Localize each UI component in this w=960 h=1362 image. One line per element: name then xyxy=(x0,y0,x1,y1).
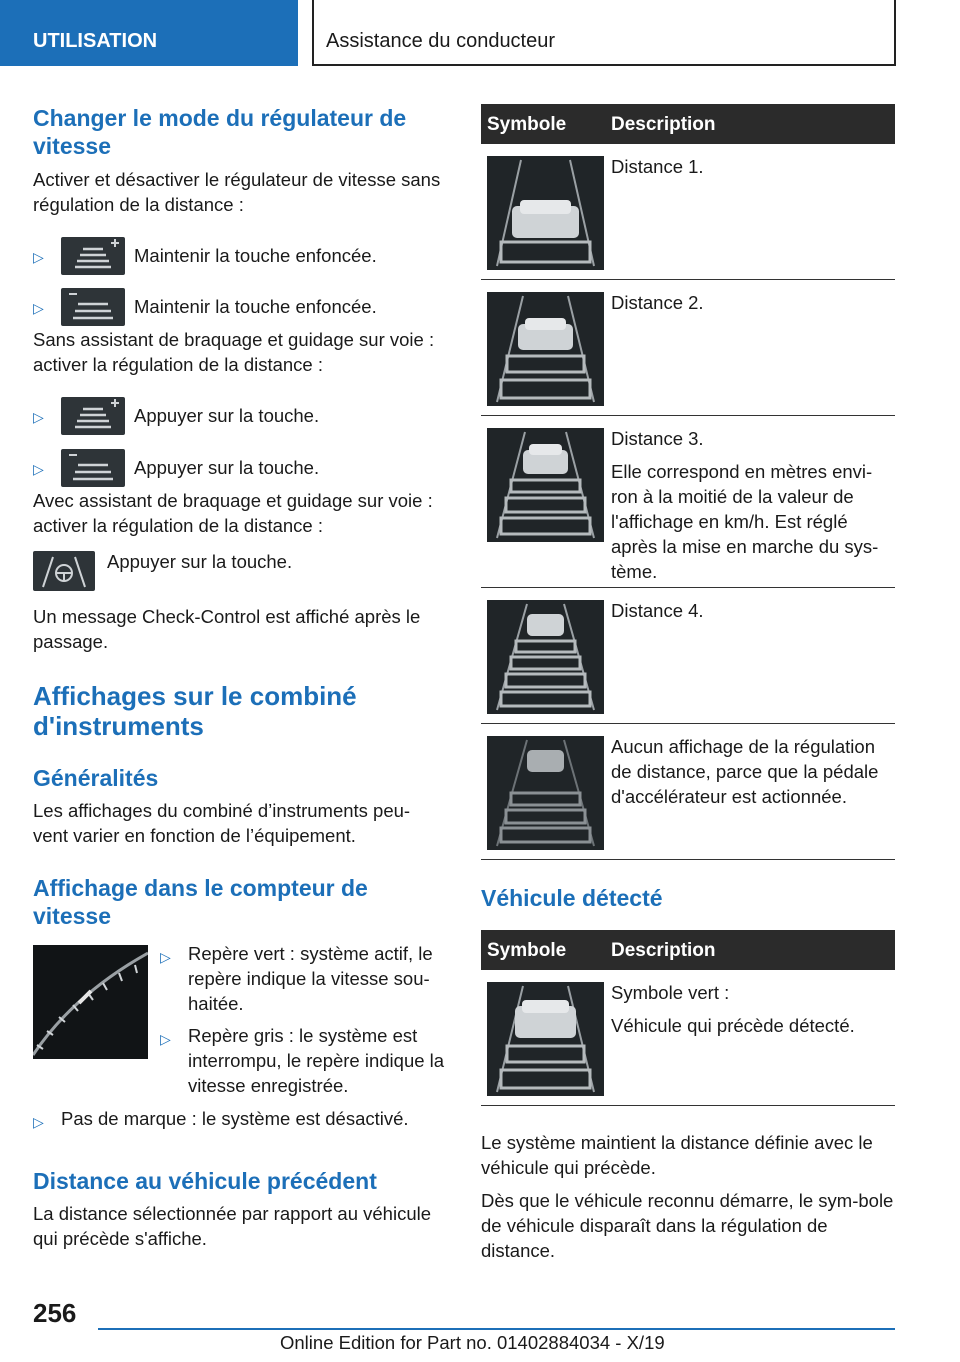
description-text: Distance 3. xyxy=(611,428,704,449)
description-text: Véhicule qui précède détecté. xyxy=(611,1015,855,1036)
section-tab xyxy=(0,0,298,66)
table1-row1-desc xyxy=(611,154,891,187)
triangle-icon: ▷ xyxy=(33,409,44,425)
distance-2-symbol-icon xyxy=(487,292,604,406)
para-avec-assistant: Avec assistant de braquage et guidage sur voie : activer la régulation de la distance : xyxy=(33,490,433,536)
description-text: Distance 2. xyxy=(611,292,704,313)
table2-row1-desc xyxy=(611,980,891,1046)
chapter-box xyxy=(312,0,896,66)
list-item-gris-text: Repère gris : le système est interrompu, le repère indique la vitesse enregistrée. xyxy=(188,1025,445,1096)
distance-3-symbol-icon xyxy=(487,428,604,542)
description-text: Symbole vert : xyxy=(611,982,730,1003)
para-systeme-maintient: Le système maintient la distance définie avec le véhicule qui précède. xyxy=(481,1132,873,1178)
edition-text: Online Edition for Part no. 01402884034 - X/19 xyxy=(280,1332,665,1353)
table2-col-desc: Description xyxy=(611,940,716,961)
distance-plus-button-icon xyxy=(61,397,125,435)
steering-assistant-button-icon xyxy=(33,551,95,591)
para-distance: La distance sélectionnée par rapport au véhicule qui précède s'affiche. xyxy=(33,1203,432,1249)
table-row xyxy=(481,416,895,588)
table-row xyxy=(481,144,895,280)
triangle-icon: ▷ xyxy=(33,249,44,265)
footer-divider xyxy=(98,1328,895,1330)
triangle-icon: ▷ xyxy=(33,1114,44,1130)
table1-header xyxy=(481,104,895,144)
table1-row2-desc xyxy=(611,290,891,323)
para-check-control: Un message Check-Control est affiché après le passage. xyxy=(33,606,421,652)
table-row xyxy=(481,588,895,724)
table2-col-symbol: Symbole xyxy=(487,940,567,961)
description-text: Elle correspond en mètres envi-ron à la moitié de la valeur de l'affichage en km/h. Est réglé après la mise en marche du sys-tème. xyxy=(611,461,879,582)
description-text: Distance 1. xyxy=(611,156,704,177)
distance-minus-button-icon xyxy=(61,449,125,487)
triangle-icon: ▷ xyxy=(33,300,44,316)
distance-4-symbol-icon xyxy=(487,600,604,714)
heading-compteur: Affichage dans le compteur de vitesse xyxy=(33,875,368,929)
page-number: 256 xyxy=(33,1298,77,1328)
list-item-pas-de-marque xyxy=(33,1106,445,1136)
bullet-4-text: Appuyer sur la touche. xyxy=(134,457,320,478)
triangle-icon: ▷ xyxy=(160,949,171,965)
heading-affichages: Affichages sur le combiné d'instruments xyxy=(33,681,357,741)
para-sans-assistant: Sans assistant de braquage et guidage sur voie : activer la régulation de la distance : xyxy=(33,329,435,375)
table1-row3-desc xyxy=(611,426,891,592)
triangle-icon: ▷ xyxy=(33,461,44,477)
no-distance-symbol-icon xyxy=(487,736,604,850)
list-item-vert-text: Repère vert : système actif, le repère indique la vitesse sou-haitée. xyxy=(188,943,433,1014)
para-change-mode: Activer et désactiver le régulateur de vitesse sans régulation de la distance : xyxy=(33,169,441,215)
chapter-title: Assistance du conducteur xyxy=(326,30,556,52)
heading-generalites: Généralités xyxy=(33,765,159,791)
table1-row5-desc xyxy=(611,734,891,817)
table-row xyxy=(481,970,895,1106)
heading-change-mode: Changer le mode du régulateur de vitesse xyxy=(33,105,407,159)
table-row xyxy=(481,724,895,860)
distance-plus-button-icon xyxy=(61,237,125,275)
list-item-gris xyxy=(160,1023,450,1103)
bullet-2-text: Maintenir la touche enfoncée. xyxy=(134,296,377,317)
description-text: Distance 4. xyxy=(611,600,704,621)
heading-distance: Distance au véhicule précédent xyxy=(33,1168,377,1194)
description-text: Aucun affichage de la régulation de distance, parce que la pédale d'accélérateur est actionnée. xyxy=(611,736,879,807)
table1-col-symbol: Symbole xyxy=(487,114,567,135)
section-title: UTILISATION xyxy=(33,30,158,52)
heading-vehicule-detecte: Véhicule détecté xyxy=(481,885,663,911)
para-vehicule-demarre: Dès que le véhicule reconnu démarre, le sym-bole de véhicule disparaît dans la régulation de distance. xyxy=(481,1190,894,1261)
table2-header xyxy=(481,930,895,970)
bullet-5-text: Appuyer sur la touche. xyxy=(107,551,293,572)
vehicle-detected-symbol-icon xyxy=(487,982,604,1096)
bullet-1-text: Maintenir la touche enfoncée. xyxy=(134,245,377,266)
table-row xyxy=(481,280,895,416)
bullet-3-text: Appuyer sur la touche. xyxy=(134,405,320,426)
list-item-pas-de-marque-text: Pas de marque : le système est désactivé. xyxy=(61,1108,409,1129)
distance-1-symbol-icon xyxy=(487,156,604,270)
triangle-icon: ▷ xyxy=(160,1031,171,1047)
para-generalites: Les affichages du combiné d’instruments peu-vent varier en fonction de l’équipement. xyxy=(33,800,411,846)
distance-minus-button-icon xyxy=(61,288,125,326)
table1-row4-desc xyxy=(611,598,891,631)
table1-col-desc: Description xyxy=(611,114,716,135)
speedometer-image xyxy=(33,945,148,1059)
list-item-vert xyxy=(160,941,450,1021)
